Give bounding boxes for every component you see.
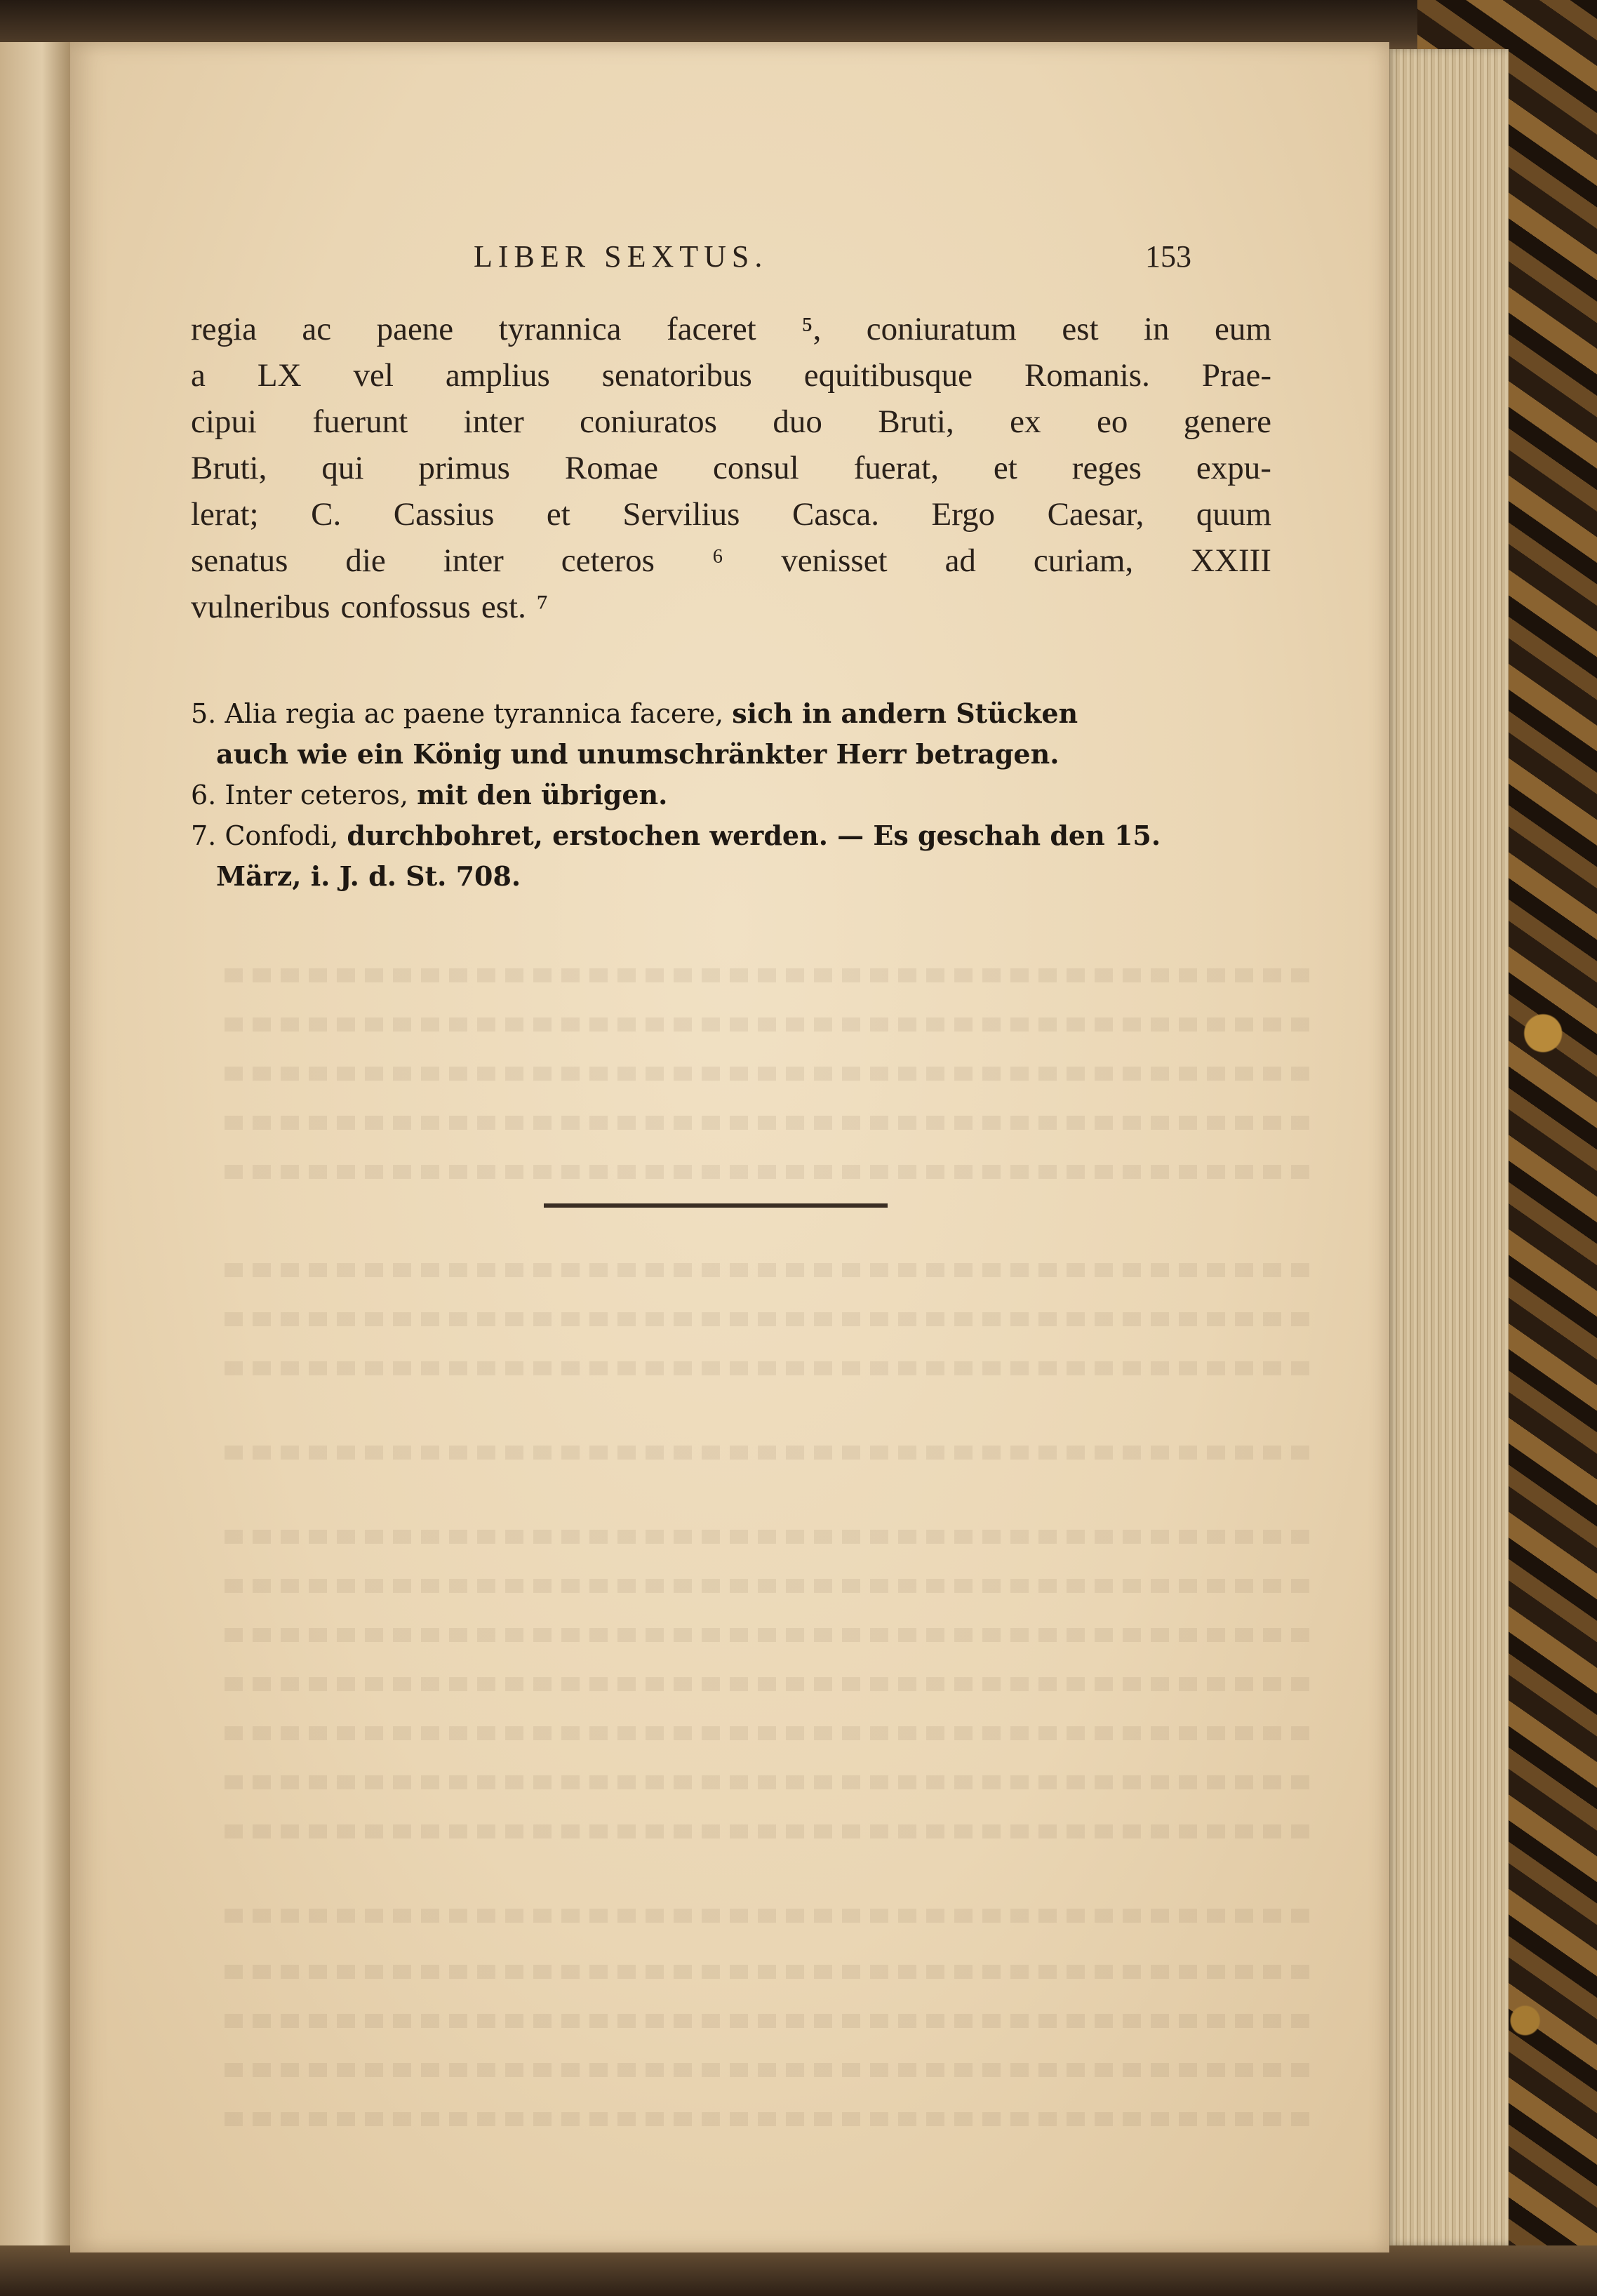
footnote-latin: Alia regia ac paene tyrannica facere, bbox=[225, 698, 724, 729]
word: eo bbox=[1096, 403, 1128, 440]
word: genere bbox=[1183, 403, 1271, 440]
word: ac bbox=[302, 311, 332, 347]
footnote-continuation: auch wie ein König und unumschränkter Herr betragen. bbox=[216, 738, 1060, 770]
bleed-through bbox=[225, 2014, 1319, 2028]
word: Caesar, bbox=[1047, 496, 1144, 533]
running-head-title: LIBER SEXTUS. bbox=[474, 239, 768, 274]
word: equitibusque bbox=[803, 357, 973, 394]
word: in bbox=[1143, 311, 1170, 347]
footnote-german: durchbohret, erstochen werden. — Es geschah den 15. bbox=[347, 820, 1161, 851]
bleed-through bbox=[225, 968, 1319, 982]
word: fuerat, bbox=[853, 450, 939, 486]
book-page bbox=[70, 42, 1389, 2252]
word: ex bbox=[1010, 403, 1041, 440]
bleed-through bbox=[225, 1017, 1319, 1032]
word: Romanis. bbox=[1024, 357, 1150, 394]
running-head bbox=[70, 239, 1389, 288]
book-bottom-edge bbox=[0, 2245, 1597, 2296]
word: coniuratos bbox=[580, 403, 717, 440]
bleed-through bbox=[225, 1067, 1319, 1081]
word: a bbox=[191, 357, 206, 394]
bleed-through bbox=[225, 1677, 1319, 1691]
word: amplius bbox=[445, 357, 550, 394]
word: ceteros bbox=[561, 542, 655, 579]
bleed-through bbox=[225, 1530, 1319, 1544]
footnote-german: sich in andern Stücken bbox=[732, 698, 1078, 729]
word: regia bbox=[191, 311, 257, 347]
word: Servilius bbox=[622, 496, 740, 533]
body-line bbox=[191, 399, 1271, 445]
word: Casca. bbox=[792, 496, 879, 533]
word: venisset bbox=[781, 542, 888, 579]
page-number: 153 bbox=[1145, 239, 1191, 274]
bleed-through bbox=[225, 1579, 1319, 1593]
word: Cassius bbox=[393, 496, 495, 533]
word: est. bbox=[481, 589, 526, 625]
body-line bbox=[191, 538, 1271, 584]
word: consul bbox=[712, 450, 799, 486]
bleed-through bbox=[225, 1909, 1319, 1923]
bleed-through bbox=[225, 2063, 1319, 2077]
footnotes bbox=[191, 693, 1292, 897]
word: paene bbox=[376, 311, 454, 347]
word: Bruti, bbox=[878, 403, 954, 440]
footnote-latin: Inter ceteros, bbox=[225, 780, 408, 810]
body-line bbox=[191, 584, 1271, 630]
word: ⁷ bbox=[536, 589, 549, 625]
word: duo bbox=[773, 403, 822, 440]
word: ⁶ bbox=[711, 542, 724, 579]
word: et bbox=[546, 496, 570, 533]
bleed-through bbox=[225, 1263, 1319, 1277]
facing-page-edge bbox=[0, 42, 70, 2260]
body-paragraph bbox=[191, 306, 1271, 630]
word: vulneribus bbox=[191, 589, 330, 625]
word: faceret bbox=[666, 311, 756, 347]
bleed-through bbox=[225, 1726, 1319, 1740]
word: senatus bbox=[191, 542, 288, 579]
word: inter bbox=[463, 403, 524, 440]
word: primus bbox=[418, 450, 510, 486]
word: XXIII bbox=[1191, 542, 1271, 579]
word: Prae- bbox=[1201, 357, 1271, 394]
footnote-6 bbox=[191, 775, 1292, 815]
word: Ergo bbox=[931, 496, 996, 533]
word: vel bbox=[353, 357, 394, 394]
word: ad bbox=[944, 542, 976, 579]
bleed-through bbox=[225, 2112, 1319, 2126]
word: die bbox=[345, 542, 386, 579]
bleed-through bbox=[225, 1116, 1319, 1130]
word: Bruti, bbox=[191, 450, 267, 486]
word: cipui bbox=[191, 403, 257, 440]
footnote-continuation: März, i. J. d. St. 708. bbox=[216, 860, 521, 892]
word: Romae bbox=[564, 450, 658, 486]
body-line bbox=[191, 491, 1271, 538]
bleed-through bbox=[225, 1446, 1319, 1460]
bleed-through bbox=[225, 1775, 1319, 1789]
word: et bbox=[993, 450, 1017, 486]
word: coniuratum bbox=[866, 311, 1017, 347]
footnote-latin: Confodi, bbox=[225, 820, 339, 851]
bleed-through bbox=[225, 1628, 1319, 1642]
word: LX bbox=[257, 357, 302, 394]
bleed-through bbox=[225, 1312, 1319, 1326]
body-line bbox=[191, 306, 1271, 352]
bleed-through bbox=[225, 1965, 1319, 1979]
body-line bbox=[191, 445, 1271, 491]
word: C. bbox=[311, 496, 342, 533]
footnote-german: mit den übrigen. bbox=[417, 779, 668, 810]
word: expu- bbox=[1196, 450, 1271, 486]
word: ⁵, bbox=[801, 311, 822, 347]
word: reges bbox=[1071, 450, 1142, 486]
footnote-number: 5. bbox=[191, 698, 217, 729]
footnote-5 bbox=[191, 693, 1292, 734]
body-line bbox=[191, 352, 1271, 399]
section-divider-rule bbox=[544, 1203, 888, 1208]
word: eum bbox=[1215, 311, 1271, 347]
bleed-through bbox=[225, 1824, 1319, 1838]
word: fuerunt bbox=[312, 403, 408, 440]
word: est bbox=[1062, 311, 1099, 347]
word: quum bbox=[1196, 496, 1271, 533]
bleed-through bbox=[225, 1361, 1319, 1375]
footnote-number: 7. bbox=[191, 820, 217, 851]
word: curiam, bbox=[1033, 542, 1134, 579]
page-fore-edge bbox=[1386, 49, 1509, 2245]
word: confossus bbox=[340, 589, 471, 625]
footnote-7 bbox=[191, 815, 1292, 856]
word: senatoribus bbox=[601, 357, 752, 394]
bleed-through bbox=[225, 1165, 1319, 1179]
word: tyrannica bbox=[498, 311, 622, 347]
word: qui bbox=[321, 450, 364, 486]
word: inter bbox=[443, 542, 504, 579]
word: lerat; bbox=[191, 496, 259, 533]
footnote-number: 6. bbox=[191, 780, 217, 810]
